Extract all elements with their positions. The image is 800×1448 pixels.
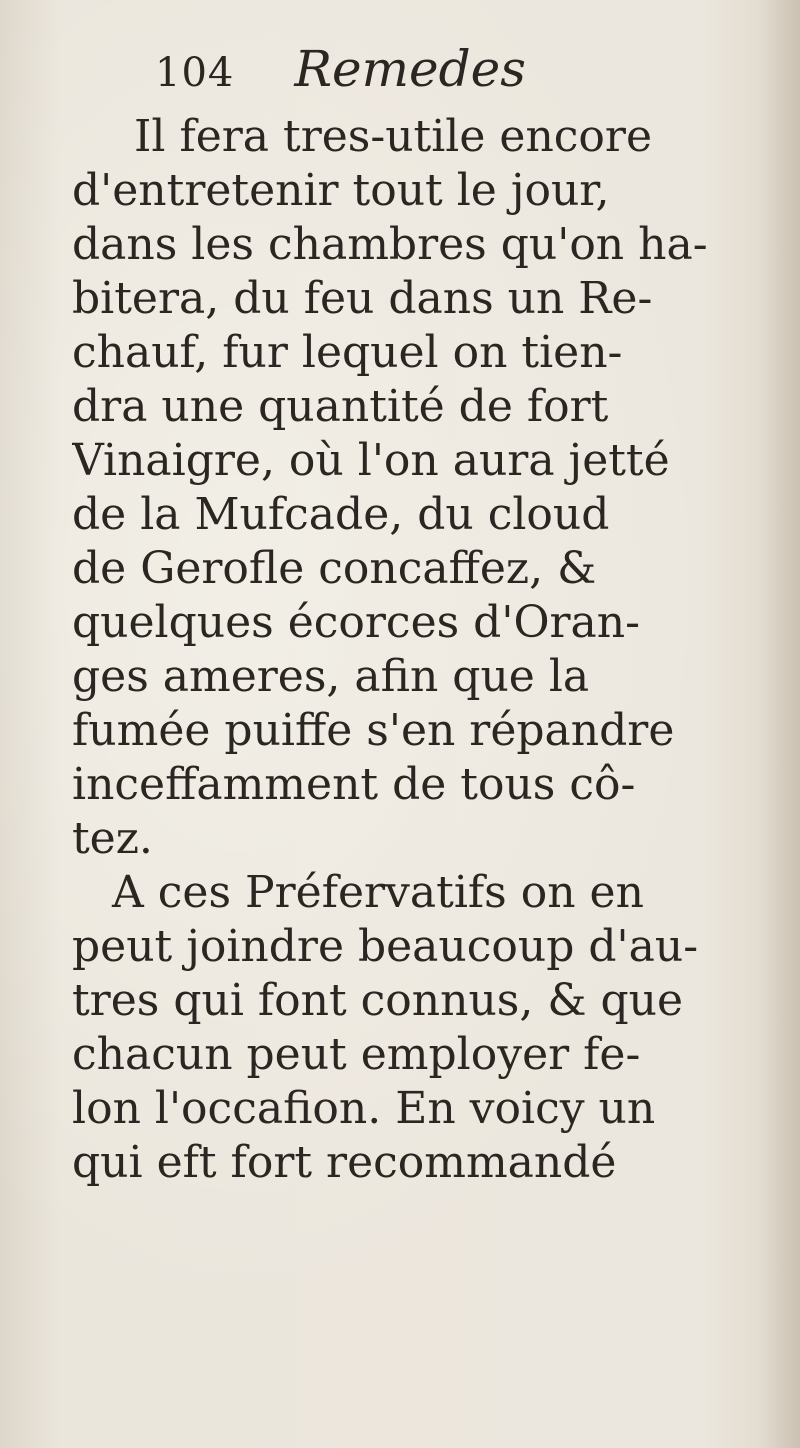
text-line: lon l'occafion. En voicy un [72, 1083, 656, 1134]
text-line: quelques écorces d'Oran- [72, 597, 640, 648]
text-line: ges ameres, afin que la [72, 651, 590, 702]
text-line: de la Mufcade, du cloud [72, 489, 610, 540]
text-line: peut joindre beaucoup d'au- [72, 921, 699, 972]
text-line: fumée puiffe s'en répandre [72, 705, 675, 756]
text-line: dans les chambres qu'on ha- [72, 219, 708, 270]
page-edge-shadow [760, 0, 800, 1448]
text-line: inceffamment de tous cô- [72, 759, 636, 810]
text-line: d'entretenir tout le jour, [72, 165, 610, 216]
page-header [155, 40, 526, 100]
page-number: 104 [155, 50, 235, 96]
body-text [72, 110, 762, 1190]
running-title: Remedes [294, 40, 526, 98]
text-line: chauf, fur lequel on tien- [72, 327, 623, 378]
text-line: de Gerofle concaffez, & [72, 543, 597, 594]
text-line: tres qui font connus, & que [72, 975, 684, 1026]
text-line: Il fera tres-utile encore [134, 111, 652, 162]
text-line: tez. [72, 813, 153, 864]
text-line: qui eft fort recommandé [72, 1137, 617, 1188]
text-line: bitera, du feu dans un Re- [72, 273, 653, 324]
text-line: chacun peut employer fe- [72, 1029, 641, 1080]
text-line: dra une quantité de fort [72, 381, 609, 432]
text-line: Vinaigre, où l'on aura jetté [72, 435, 670, 486]
text-line: A ces Préfervatifs on en [112, 867, 644, 918]
